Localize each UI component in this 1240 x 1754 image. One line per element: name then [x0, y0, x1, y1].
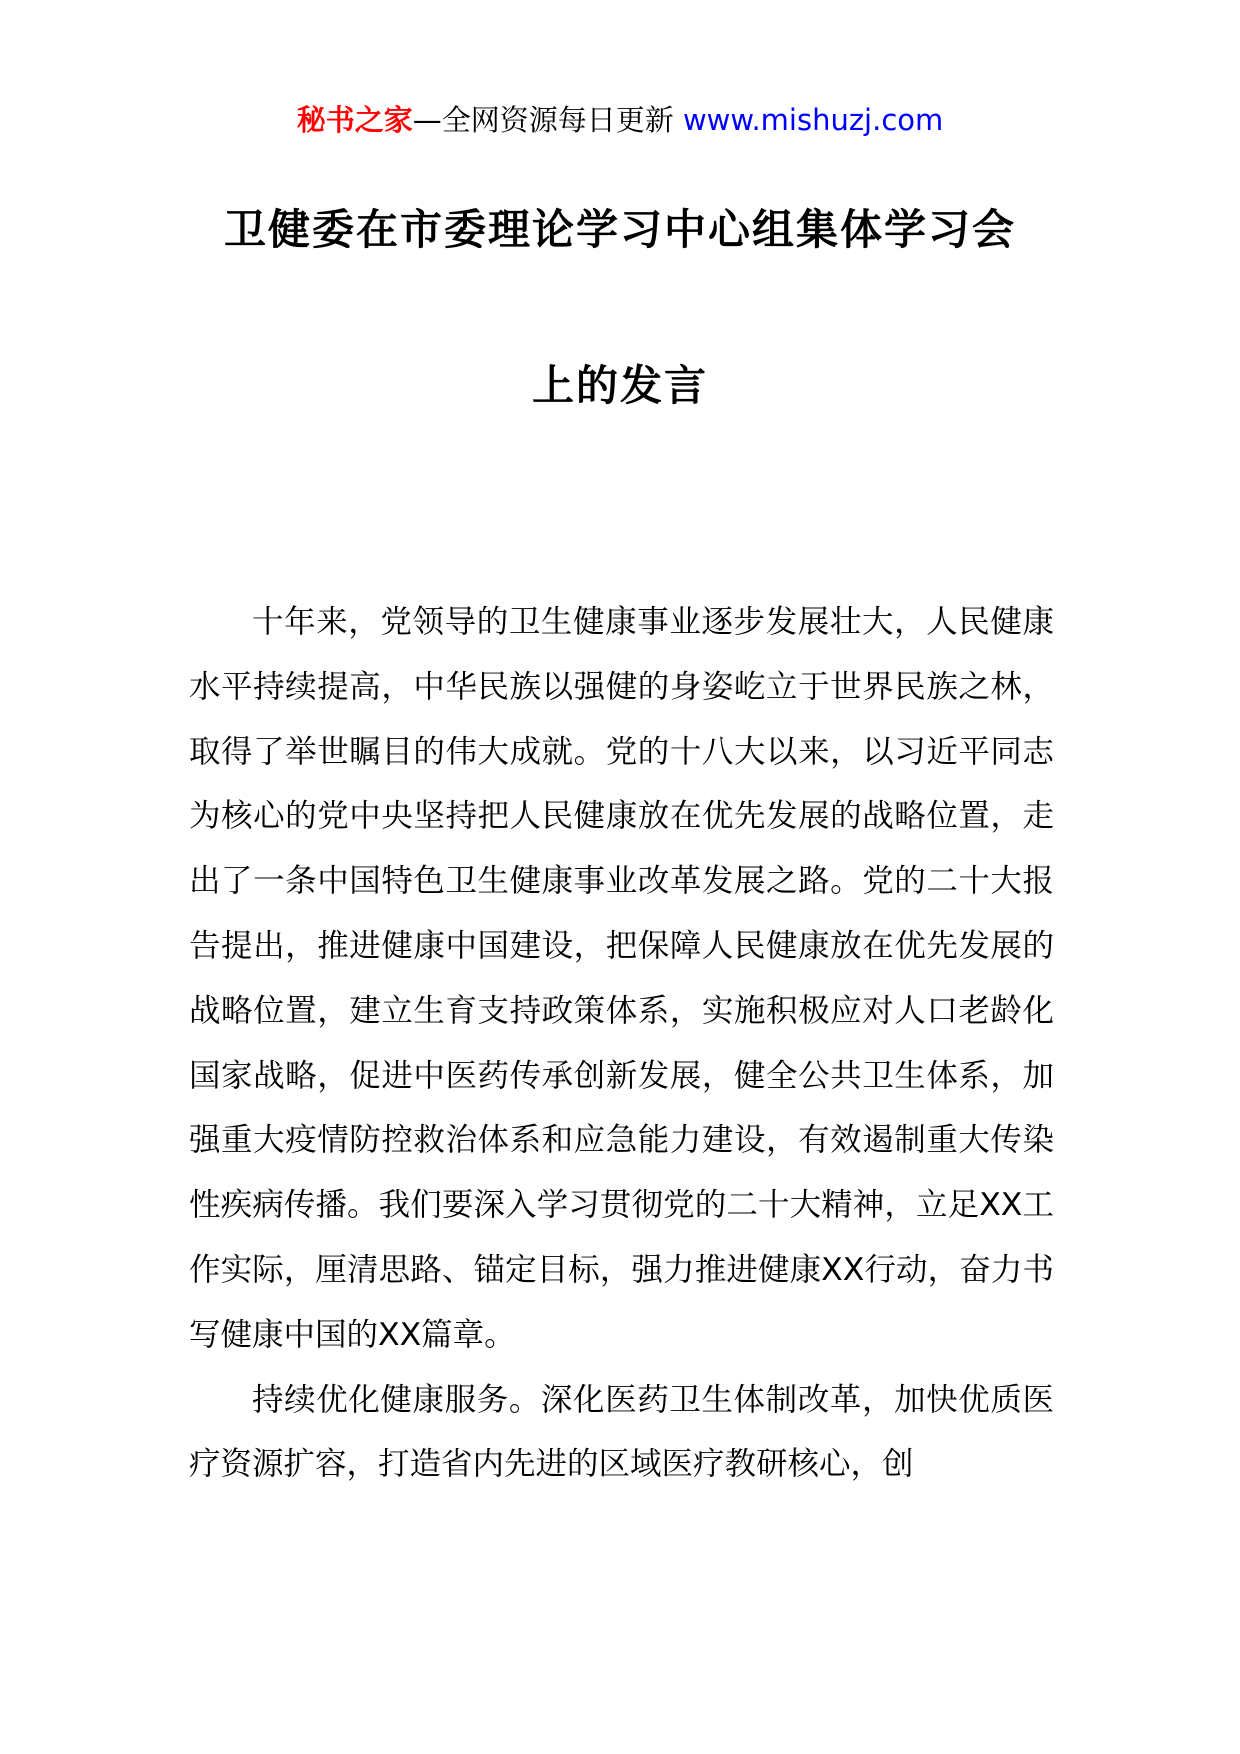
body-paragraph-2: 持续优化健康服务。深化医药卫生体制改革，加快优质医疗资源扩容，打造省内先进的区域医疗教研核心，创: [189, 1381, 1054, 1483]
site-url-link[interactable]: www.mishuzj.com: [682, 103, 944, 137]
site-header: [0, 100, 1240, 140]
site-tagline: —全网资源每日更新: [412, 103, 683, 137]
document-title-line-2: 上的发言: [531, 361, 708, 410]
body-paragraph-1: 十年来，党领导的卫生健康事业逐步发展壮大，人民健康水平持续提高，中华民族以强健的身姿屹立于世界民族之林，取得了举世瞩目的伟大成就。党的十八大以来，以习近平同志为核心的党中央坚持把人民健康放在优先发展的战略位置，走出了一条中国特色卫生健康事业改革发展之路。党的二十大报告提出，推进健康中国建设，把保障人民健康放在优先发展的战略位置，建立生育支持政策体系，实施积极应对人口老龄化国家战略，促进中医药传承创新发展，健全公共卫生体系，加强重大疫情防控救治体系和应急能力建设，有效遏制重大传染性疾病传播。我们要深入学习贯彻党的二十大精神，立足XX工作实际，厘清思路、锚定目标，强力推进健康XX行动，奋力书写健康中国的XX篇章。: [189, 604, 1054, 1353]
document-title-line-1: 卫健委在市委理论学习中心组集体学习会: [223, 205, 1016, 254]
document-body: [189, 590, 1054, 1497]
site-brand: 秘书之家: [296, 103, 413, 137]
